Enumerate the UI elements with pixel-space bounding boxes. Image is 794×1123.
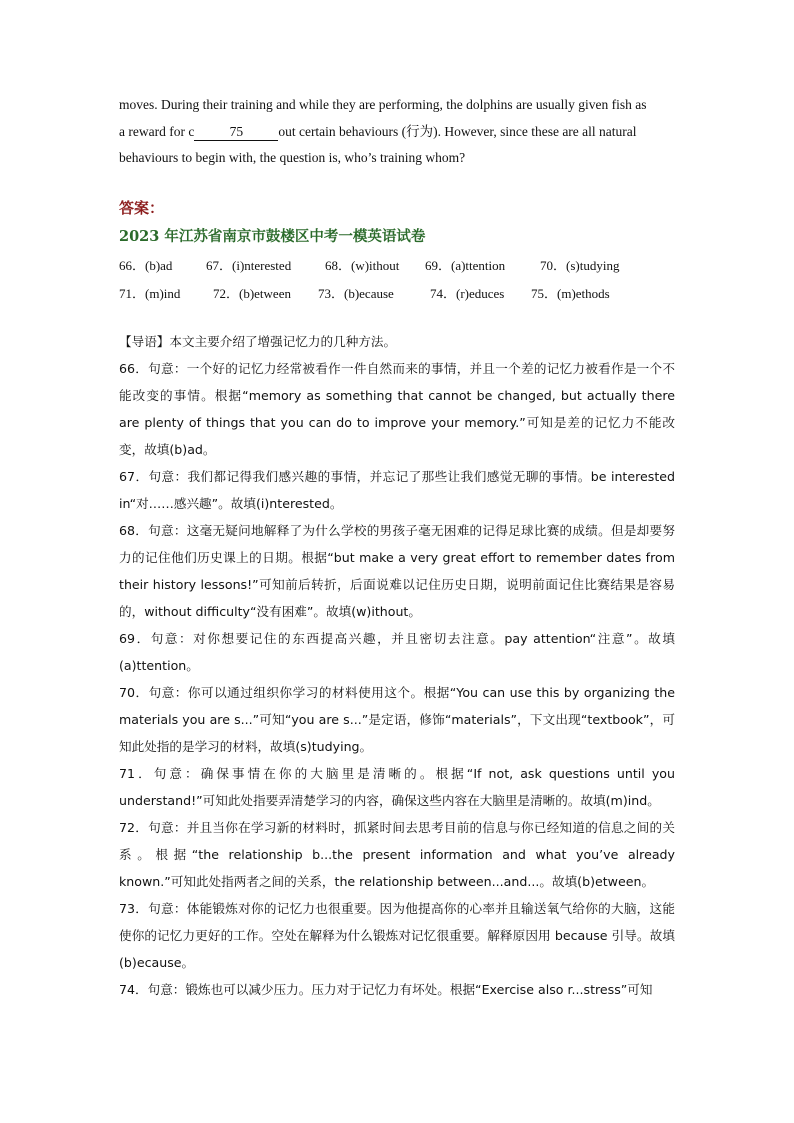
passage-ending: [119, 92, 675, 172]
explanation-72: 72．句意：并且当你在学习新的材料时，抓紧时间去思考目前的信息与你已经知道的信息之间的关系。根据“the relationship b...the present information and what you’ve already known.”可知此处指两者之间的关系，the relationship between...and...。故填(b)etween。: [119, 819, 675, 889]
answer-row: [119, 252, 675, 280]
answer-row: [119, 280, 675, 308]
answer-item: 69．(a)ttention: [425, 257, 506, 273]
explanation-74: 74．句意：锻炼也可以减少压力。压力对于记忆力有坏处。根据“Exercise also r...stress”可知: [119, 981, 653, 997]
answer-item: 67．(i)nterested: [206, 257, 292, 273]
intro-note: 【导语】本文主要介绍了增强记忆力的几种方法。: [119, 333, 397, 349]
passage-text: a reward for c: [119, 123, 195, 139]
explanation-73: 73．句意：体能锻炼对你的记忆力也很重要。因为他提高你的心率并且输送氧气给你的大脑，这能使你的记忆力更好的工作。空处在解释为什么锻炼对记忆很重要。解释原因用 because 引导。故填(b)ecause。: [119, 900, 675, 970]
answer-item: 75．(m)ethods: [531, 285, 610, 301]
passage-line: behaviours to begin with, the question is, who’s training whom?: [119, 150, 466, 165]
answer-item: 66．(b)ad: [119, 257, 173, 273]
answer-item: 73．(b)ecause: [318, 285, 394, 301]
explanation-66: 66．句意：一个好的记忆力经常被看作一件自然而来的事情，并且一个差的记忆力被看作是一个不能改变的事情。根据“memory as something that cannot be changed, but actually there are plenty of things that you can do to improve your memory.”可知是差的记忆力不能改变，故填(b)ad。: [119, 360, 675, 457]
passage-line: [119, 119, 675, 146]
explanations: [119, 328, 675, 1003]
page-content: [119, 92, 675, 1003]
explanation-70: 70．句意：你可以通过组织你学习的材料使用这个。根据“You can use this by organizing the materials you are s...”可知“you are s...”是定语，修饰“materials”，下文出现“textbook”，可知此处指的是学习的材料，故填(s)tudying。: [119, 684, 675, 754]
passage-text: out certain behaviours (行为). However, since these are all natural: [278, 123, 637, 139]
answer-item: 70．(s)tudying: [540, 257, 620, 273]
answer-item: 71．(m)ind: [119, 285, 181, 301]
answer-key: [119, 252, 675, 308]
explanation-67: 67．句意：我们都记得我们感兴趣的事情，并忘记了那些让我们感觉无聊的事情。be interested in“对……感兴趣”。故填(i)nterested。: [119, 468, 675, 511]
answer-item: 68．(w)ithout: [325, 257, 400, 273]
answer-item: 72．(b)etween: [213, 285, 291, 301]
exam-title: 2023 年江苏省南京市鼓楼区中考一模英语试卷: [119, 227, 426, 245]
explanation-68: 68．句意：这毫无疑问地解释了为什么学校的男孩子毫无困难的记得足球比赛的成绩。但是却要努力的记住他们历史课上的日期。根据“but make a very great effort to remember dates from their history lessons!”可知前后转折，后面说难以记住历史日期，说明前面记住比赛结果是容易的，without difficulty“没有困难”。故填(w)ithout。: [119, 522, 675, 619]
passage-line: moves. During their training and while they are performing, the dolphins are usually given fish as: [119, 97, 647, 112]
explanation-71: 71．句意：确保事情在你的大脑里是清晰的。根据“If not, ask questions until you understand!”可知此处指要弄清楚学习的内容，确保这些内容在大脑里是清晰的。故填(m)ind。: [119, 765, 675, 808]
answer-item: 74．(r)educes: [430, 285, 505, 301]
blank-75: 75: [194, 124, 278, 141]
answer-heading: 答案：: [119, 198, 165, 217]
explanation-69: 69．句意：对你想要记住的东西提高兴趣，并且密切去注意。pay attention“注意”。故填(a)ttention。: [119, 630, 675, 673]
